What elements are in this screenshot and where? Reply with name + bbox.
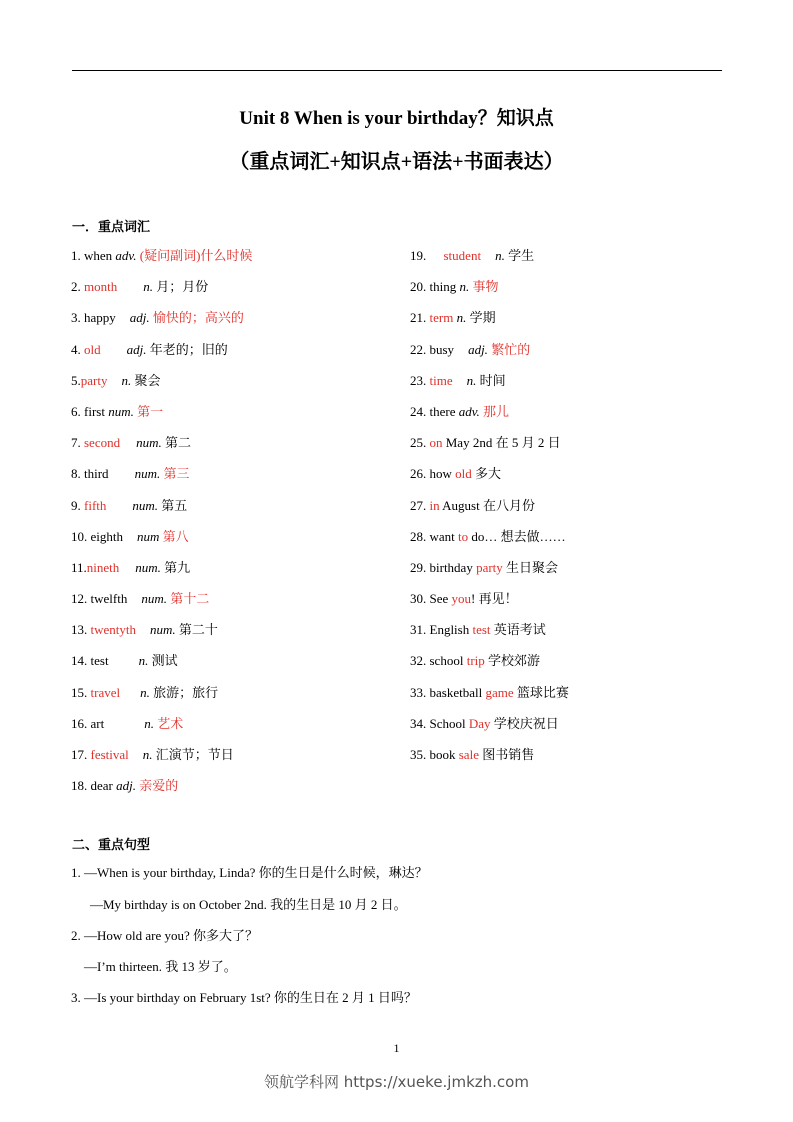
vocab-item xyxy=(410,590,730,621)
vocab-item xyxy=(410,341,730,372)
vocab-segment: August 在八月份 xyxy=(439,497,535,513)
vocab-item xyxy=(71,278,391,309)
vocab-segment: 亲爱的 xyxy=(139,778,179,794)
vocab-segment: adv. xyxy=(115,248,137,263)
vocab-segment: May 2nd 在 5 月 2 日 xyxy=(442,435,561,451)
vocab-segment: n. xyxy=(138,653,149,669)
vocab-segment: adj. xyxy=(129,310,150,326)
vocab-segment: student xyxy=(443,248,482,263)
page-subtitle: （重点词汇+知识点+语法+书面表达） xyxy=(229,151,564,173)
vocab-number: 18. xyxy=(71,778,91,794)
vocab-segment: old xyxy=(455,466,472,482)
vocab-segment: twentyth xyxy=(90,622,136,638)
vocab-item xyxy=(410,372,730,403)
vocab-segment: 学期 xyxy=(466,310,496,326)
vocab-segment: n. xyxy=(459,279,470,295)
vocab-item xyxy=(410,715,730,746)
vocab-segment: n. xyxy=(142,747,153,762)
vocab-number: 12. xyxy=(71,591,91,607)
vocab-segment: trip xyxy=(466,653,485,669)
vocab-segment: eighth xyxy=(90,528,123,544)
vocab-segment: 生日聚会 xyxy=(502,559,559,575)
vocab-segment: num xyxy=(137,528,160,544)
vocab-segment: fifth xyxy=(84,497,107,513)
vocab-number: 3. xyxy=(71,310,84,326)
sentence-line: —I’m thirteen. 我 13 岁了。 xyxy=(84,959,237,974)
vocab-segment: 篮球比赛 xyxy=(513,684,569,700)
vocab-segment: English xyxy=(429,622,473,638)
vocab-segment: birthday xyxy=(429,559,477,575)
vocab-segment: num. xyxy=(141,591,167,607)
vocab-item xyxy=(71,590,391,621)
vocab-segment: there xyxy=(429,403,459,419)
vocab-item xyxy=(71,465,391,496)
vocab-segment: adv. xyxy=(458,403,480,419)
vocab-item xyxy=(410,309,730,340)
vocab-segment: art xyxy=(90,715,105,731)
vocab-segment: 第九 xyxy=(160,559,191,575)
section-heading-sentences: 二、重点句型 xyxy=(72,838,151,853)
vocab-item xyxy=(410,278,730,309)
vocab-number: 25. xyxy=(410,435,430,451)
vocab-segment: n. xyxy=(144,715,154,731)
vocab-segment: num. xyxy=(150,622,176,638)
vocab-item xyxy=(71,559,391,590)
vocab-segment: 愉快的；高兴的 xyxy=(152,310,244,326)
vocab-number: 13. xyxy=(71,622,91,638)
vocab-segment: 多大 xyxy=(471,466,502,482)
vocab-segment: 图书销售 xyxy=(478,747,535,762)
vocab-segment: adj. xyxy=(126,341,147,357)
vocab-number: 16. xyxy=(71,715,91,731)
vocab-segment: adj. xyxy=(468,341,488,357)
vocab-segment: 年老的；旧的 xyxy=(146,341,228,357)
section-heading-vocabulary: 一．重点词汇 xyxy=(72,220,151,235)
vocab-segment: game xyxy=(485,684,514,700)
vocab-segment: test xyxy=(472,622,491,638)
vocab-segment: sale xyxy=(458,747,479,762)
vocab-segment: num. xyxy=(136,435,162,451)
vocab-number: 24. xyxy=(410,403,430,419)
vocab-segment: month xyxy=(84,279,118,295)
vocab-number: 14. xyxy=(71,653,91,669)
vocab-item xyxy=(410,403,730,434)
vocab-segment: n. xyxy=(495,248,505,263)
footer-watermark: 领航学科网 https://xueke.jmkzh.com xyxy=(264,1073,529,1091)
vocab-segment: second xyxy=(84,435,121,451)
vocab-segment: 事物 xyxy=(472,279,499,295)
vocab-segment: 那儿 xyxy=(483,403,510,419)
vocab-number: 32. xyxy=(410,653,430,669)
vocab-number: 30. xyxy=(410,591,430,607)
vocab-segment: 英语考试 xyxy=(490,622,546,638)
vocab-segment: school xyxy=(429,653,467,669)
vocab-item xyxy=(71,247,391,278)
page-title: Unit 8 When is your birthday？知识点 xyxy=(239,108,554,129)
vocab-segment: (疑问副词)什么时候 xyxy=(139,248,253,263)
vocab-segment: 月；月份 xyxy=(152,279,209,295)
vocab-segment: n. xyxy=(466,372,477,388)
vocab-item xyxy=(71,403,391,434)
vocab-segment: on xyxy=(429,435,443,451)
vocab-segment: 旅游；旅行 xyxy=(149,684,219,700)
vocab-item xyxy=(71,715,391,746)
vocab-segment: 第三 xyxy=(163,466,190,482)
vocab-item xyxy=(71,684,391,715)
vocab-segment: time xyxy=(429,372,453,388)
vocab-segment: num. xyxy=(132,497,159,513)
vocab-segment: dear xyxy=(90,778,117,794)
vocab-segment: num. xyxy=(135,559,161,575)
vocab-segment: Day xyxy=(468,715,491,731)
vocab-segment: 时间 xyxy=(476,372,506,388)
sentence-line: 1. —When is your birthday, Linda? 你的生日是什么时候，琳达？ xyxy=(71,865,428,880)
vocab-segment: n. xyxy=(140,684,150,700)
vocab-segment: party xyxy=(476,559,503,575)
vocab-item xyxy=(410,528,730,559)
vocab-segment: term xyxy=(429,310,454,326)
vocab-segment: See xyxy=(429,591,452,607)
vocab-item xyxy=(71,746,391,777)
vocab-segment: n. xyxy=(121,372,132,388)
vocab-item xyxy=(410,684,730,715)
vocab-number: 21. xyxy=(410,310,430,326)
vocab-segment: 第一 xyxy=(137,403,164,419)
vocab-segment: book xyxy=(429,747,459,762)
vocab-item xyxy=(71,652,391,683)
vocab-segment: 汇演节；节日 xyxy=(152,747,234,762)
header-rule xyxy=(72,70,722,71)
vocab-number: 20. xyxy=(410,279,430,295)
vocab-segment: busy xyxy=(429,341,455,357)
vocab-segment: happy xyxy=(84,310,116,326)
vocab-number: 4. xyxy=(71,341,84,357)
vocab-number: 22. xyxy=(410,341,430,357)
vocab-number: 11. xyxy=(71,559,87,575)
vocab-number: 6. xyxy=(71,403,84,419)
vocab-number: 2. xyxy=(71,279,84,295)
vocab-segment: test xyxy=(90,653,109,669)
vocab-number: 26. xyxy=(410,466,430,482)
vocab-segment: when xyxy=(84,248,116,263)
sentence-line: 3. —Is your birthday on February 1st? 你的生日在 2 月 1 日吗？ xyxy=(71,990,417,1005)
vocab-segment: n. xyxy=(143,279,153,295)
vocab-number: 15. xyxy=(71,684,91,700)
vocab-segment: travel xyxy=(90,684,121,700)
vocab-segment: old xyxy=(84,341,101,357)
vocab-item xyxy=(410,247,730,278)
vocab-segment: 第二 xyxy=(161,435,192,451)
vocab-item xyxy=(410,434,730,465)
sentence-line: —My birthday is on October 2nd. 我的生日是 10 月 2 日。 xyxy=(90,897,407,912)
vocab-segment: 第五 xyxy=(158,497,188,513)
vocab-segment: want xyxy=(429,528,459,544)
vocab-segment: how xyxy=(429,466,456,482)
vocab-number: 1. xyxy=(71,248,84,263)
vocab-item xyxy=(71,309,391,340)
vocab-segment: n. xyxy=(456,310,467,326)
vocab-number: 9. xyxy=(71,497,84,513)
vocab-number: 33. xyxy=(410,684,430,700)
vocab-number: 8. xyxy=(71,466,84,482)
vocab-segment: do… 想去做…… xyxy=(468,528,566,544)
vocab-segment: twelfth xyxy=(90,591,128,607)
vocab-item xyxy=(71,497,391,528)
vocab-segment: 艺术 xyxy=(157,715,184,731)
vocab-item xyxy=(71,777,391,808)
vocab-segment: School xyxy=(429,715,469,731)
vocab-segment: num. xyxy=(134,466,161,482)
vocab-number: 35. xyxy=(410,747,430,762)
vocab-number: 17. xyxy=(71,747,91,762)
vocab-item xyxy=(410,652,730,683)
vocab-segment: ! 再见！ xyxy=(471,591,518,607)
vocab-number: 23. xyxy=(410,372,430,388)
vocab-list-left xyxy=(71,247,391,808)
vocab-item xyxy=(71,621,391,652)
vocab-number: 10. xyxy=(71,528,91,544)
vocab-number: 27. xyxy=(410,497,430,513)
vocab-segment: num. xyxy=(108,403,134,419)
vocab-segment: 第八 xyxy=(162,528,189,544)
vocab-item xyxy=(410,497,730,528)
vocab-segment: third xyxy=(84,466,109,482)
vocab-segment: 测试 xyxy=(148,653,178,669)
vocab-item xyxy=(71,528,391,559)
vocab-number: 29. xyxy=(410,559,430,575)
page-number: 1 xyxy=(393,1041,400,1055)
vocab-segment: 繁忙的 xyxy=(491,341,531,357)
vocab-item xyxy=(71,372,391,403)
vocab-segment: 第十二 xyxy=(170,591,210,607)
vocab-segment: 学校郊游 xyxy=(484,653,541,669)
vocab-item xyxy=(410,621,730,652)
vocab-segment: 聚会 xyxy=(131,372,161,388)
vocab-segment: festival xyxy=(90,747,129,762)
vocab-item xyxy=(71,341,391,372)
vocab-segment: 学生 xyxy=(504,248,535,263)
sentence-line: 2. —How old are you? 你多大了？ xyxy=(71,928,259,943)
vocab-segment: you xyxy=(451,591,472,607)
vocab-number: 28. xyxy=(410,528,430,544)
vocab-segment: nineth xyxy=(86,559,120,575)
vocab-segment: adj. xyxy=(116,778,136,794)
vocab-item xyxy=(410,746,730,777)
vocab-number: 19. xyxy=(410,248,430,263)
vocab-segment: thing xyxy=(429,279,460,295)
vocab-number: 34. xyxy=(410,715,430,731)
vocab-segment: in xyxy=(429,497,440,513)
vocab-segment: basketball xyxy=(429,684,486,700)
vocab-segment: 第二十 xyxy=(175,622,218,638)
vocab-segment: first xyxy=(84,403,109,419)
vocab-item xyxy=(410,465,730,496)
vocab-segment: party xyxy=(80,372,108,388)
vocab-item xyxy=(410,559,730,590)
vocab-item xyxy=(71,434,391,465)
vocab-number: 5. xyxy=(71,372,81,388)
vocab-segment: to xyxy=(458,528,469,544)
vocab-number: 31. xyxy=(410,622,430,638)
vocab-number: 7. xyxy=(71,435,84,451)
vocab-segment: 学校庆祝日 xyxy=(490,715,559,731)
vocab-list-right xyxy=(410,247,730,777)
